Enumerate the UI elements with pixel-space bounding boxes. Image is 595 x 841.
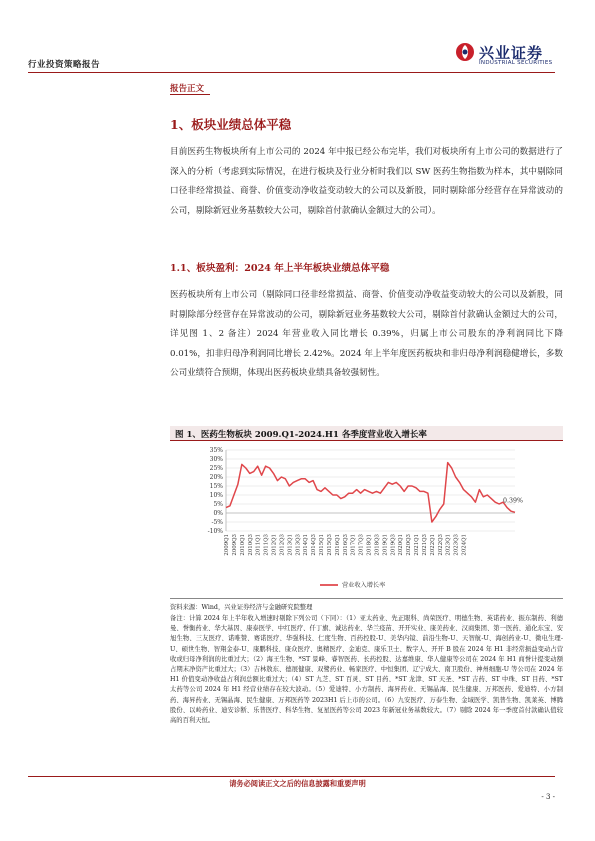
y-tick-label: 25% — [209, 465, 223, 473]
figure-title: 图 1、医药生物板块 2009.Q1-2024.H1 各季度营业收入增长率 — [175, 430, 427, 440]
x-tick-label: 2017Q3 — [358, 534, 365, 556]
x-tick-label: 2019Q3 — [390, 534, 397, 556]
x-tick-label: 2016Q1 — [334, 534, 341, 556]
x-axis — [224, 513, 515, 556]
y-tick-label: 30% — [209, 456, 223, 464]
x-tick-label: 2013Q3 — [295, 534, 302, 556]
x-tick-label: 2015Q1 — [319, 534, 326, 556]
y-axis — [208, 447, 226, 535]
y-tick-label: -5% — [211, 519, 223, 527]
header-divider — [28, 72, 555, 73]
x-tick-label: 2023Q3 — [453, 534, 460, 556]
x-tick-label: 2021Q3 — [421, 534, 428, 556]
x-tick-label: 2009Q3 — [231, 534, 238, 556]
disclaimer-footer: 请务必阅读正文之后的信息披露和重要声明 — [229, 779, 366, 788]
report-type-label: 行业投资策略报告 — [28, 60, 101, 70]
source-note: 资料来源：Wind，兴业证券经济与金融研究院整理 — [170, 604, 313, 611]
logo-text-en: INDUSTRIAL SECURITIES — [479, 60, 553, 66]
x-tick-label: 2019Q1 — [382, 534, 389, 556]
x-tick-label: 2013Q1 — [287, 534, 294, 556]
x-tick-label: 2020Q1 — [398, 534, 405, 556]
footer-divider — [28, 776, 555, 777]
company-logo — [455, 40, 567, 70]
x-tick-label: 2021Q1 — [414, 534, 421, 556]
x-tick-label: 2014Q3 — [311, 534, 318, 556]
y-tick-label: 35% — [209, 447, 223, 455]
x-tick-label: 2022Q3 — [437, 534, 444, 556]
x-tick-label: 2016Q3 — [342, 534, 349, 556]
y-tick-label: 0% — [213, 510, 223, 518]
paragraph-2: 医药板块所有上市公司（剔除同口径非经常损益、商誉、价值变动净收益变动较大的公司以及新股，同时剔除部分经营存在异常波动的公司，剔除新冠业务基数较大公司，剔除首付款确认金额过大的公司，详见图 1、2 备注）2024 年营业收入同比增长 0.39%，归属上市公司股东的净利润同比下降 0.01%，扣非归母净利润同比增长 2.42%。2024 年上半年度医药板块和非归母净利润稳健增长，多数公司业绩符合预期，体现出医药板块业绩具备较强韧性。 — [170, 290, 563, 379]
x-tick-label: 2024Q1 — [461, 534, 468, 556]
logo-mark-icon — [455, 42, 475, 62]
x-tick-label: 2009Q1 — [224, 534, 230, 556]
x-tick-label: 2012Q3 — [279, 534, 286, 556]
section-label: 报告正文 — [170, 84, 205, 94]
x-tick-label: 2012Q1 — [271, 534, 278, 556]
logo-text-cn: 兴业证券 — [479, 44, 544, 62]
x-tick-label: 2011Q1 — [255, 534, 262, 556]
legend-label: 营业收入增长率 — [342, 582, 386, 589]
data-label-last-point: 0.39% — [502, 497, 524, 505]
section-underline — [170, 94, 210, 95]
source-divider — [170, 598, 563, 599]
heading-2: 1.1、板块盈利：2024 年上半年板块业绩总体平稳 — [170, 263, 390, 274]
x-tick-label: 2020Q3 — [406, 534, 413, 556]
page-number: - 3 - — [541, 793, 555, 801]
x-tick-label: 2014Q1 — [303, 534, 310, 556]
chart-legend — [320, 581, 385, 589]
x-tick-label: 2015Q3 — [326, 534, 333, 556]
y-tick-label: 20% — [209, 474, 223, 482]
y-tick-label: 10% — [209, 492, 223, 500]
x-tick-label: 2010Q3 — [247, 534, 254, 556]
x-tick-label: 2018Q1 — [366, 534, 373, 556]
y-tick-label: -10% — [207, 528, 223, 536]
y-tick-label: 15% — [209, 483, 223, 491]
x-tick-label: 2022Q1 — [429, 534, 436, 556]
chart-gridlines — [226, 450, 515, 531]
x-tick-label: 2017Q1 — [350, 534, 357, 556]
paragraph-1: 目前医药生物板块所有上市公司的 2024 年中报已经公布完毕，我们对板块所有上市公司的数据进行了深入的分析（考虑到实际情况，在进行板块及行业分析时我们以 SW 医药生物指数为样本，其中剔除同口径非经常损益、商誉、价值变动净收益变动较大的公司以及新股，同时剔除部分经营存在异常波动的公司，剔除新冠业务基数较大公司，剔除首付款确认金额过大的公司）。 — [170, 147, 563, 216]
revenue-growth-chart — [170, 444, 563, 594]
heading-1: 1、板块业绩总体平稳 — [170, 117, 292, 132]
x-tick-label: 2018Q3 — [374, 534, 381, 556]
x-tick-label: 2011Q3 — [263, 534, 270, 556]
y-tick-label: 5% — [213, 501, 223, 509]
remarks-note: 备注：计算 2024 年上半年收入增速时剔除下列公司（下同）：（1）亚太药业、先正眼科、尚荣医疗、明德生物、英诺药业、振东制药、利德曼、誉衡药业、华大基因、康泰医学、中红医疗、仟丁旗、诚达药业、华兰疫苗、开开实业、康美药业、汉商集团、第一医药、通化东宝、安旭生物、三友医疗、诺唯赞、赛诺医疗、华强科技、仁度生物、百药控股-U、美华内镜、前沿生物-U、天智航-U、海创药业-U、微电生理-U、硕世生物、智翔金泰-U、康鹏科技、康众医疗、奥精医疗、金迪克、康乐卫士、数字人、开开 B 股在 2024 年 H1 非经常损益变动占营收或归母净利润的比重过大；（2）海王生物、*ST 景峰、睿智医药、长药控股、达嘉维康、华人健康等公司在 2024 年 H1 商誉计提变动额占期末净资产比重过大；（3）吉林敖东、德展健康、双鹭药业、畅家医疗、中恒集团、辽宁成大、南卫股份、神州细胞-U 等公司在 2024 年 H1 价值变动净收益占利润总额比重过大；（4）ST 九芝、ST 百灵、ST 目药、*ST 龙津、ST 天圣、*ST 吉药、ST 中珠、ST 目药、*ST 太药等公司 2024 年 H1 经营业绩存在较大波动。（5）爱迪特、小方制药、海昇药业、无锡晶海、民生健康、万邦医药、爱迪特、小方制药、海昇药业、无锡晶海、民生健康、万邦医药等 2023H1 后上市的公司。（6）九安医疗、万泰生物、金域医学、凯普生物、凯莱英、博腾股份、以岭药业、迪安诊断、乐普医疗、科华生物、复星医药等公司 2023 年新冠业务基数较大。（7）剔除 2024 年一季度首付款确认值较高的百利天恒。 — [170, 615, 563, 725]
x-tick-label: 2010Q1 — [239, 534, 246, 556]
x-tick-label: 2023Q1 — [445, 534, 452, 556]
